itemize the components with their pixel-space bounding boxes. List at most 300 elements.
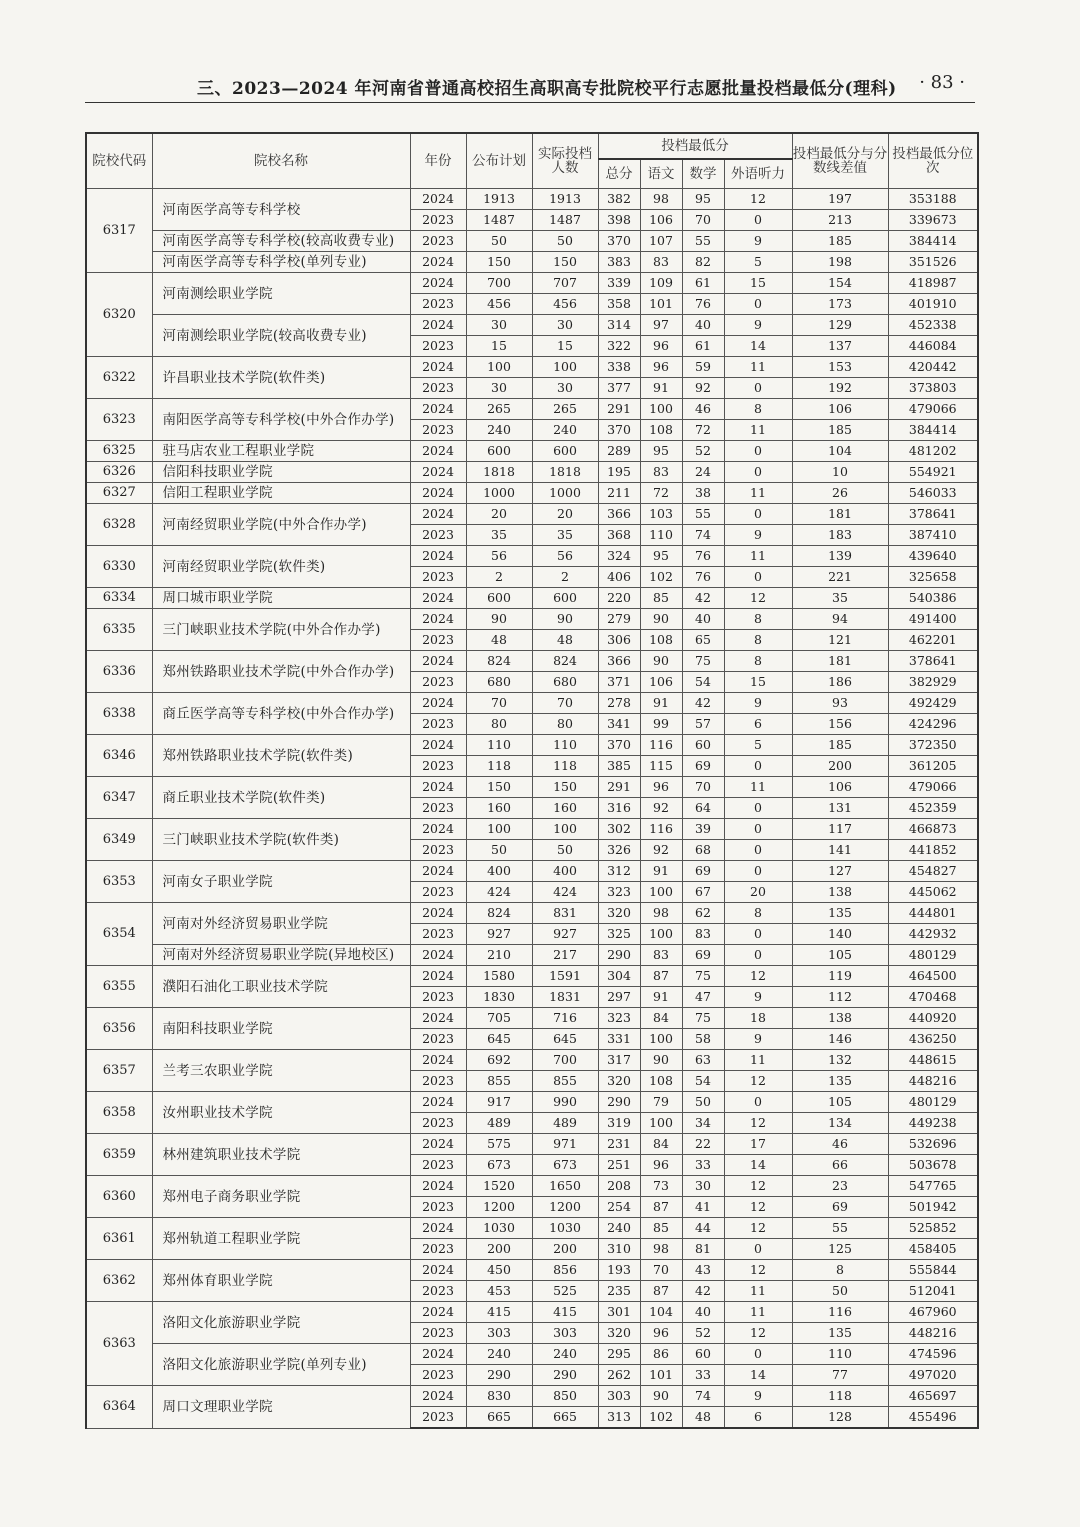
rank-cell: 449238 <box>888 1113 978 1134</box>
chinese-cell: 102 <box>640 567 682 588</box>
chinese-cell: 96 <box>640 336 682 357</box>
table-body <box>86 189 978 1429</box>
plan-cell: 456 <box>466 294 532 315</box>
math-cell: 61 <box>682 273 724 294</box>
chinese-cell: 91 <box>640 693 682 714</box>
diff-cell: 183 <box>792 525 888 546</box>
total-cell: 370 <box>598 735 640 756</box>
diff-cell: 185 <box>792 420 888 441</box>
plan-cell: 30 <box>466 315 532 336</box>
diff-cell: 106 <box>792 777 888 798</box>
chinese-cell: 87 <box>640 1281 682 1302</box>
plan-cell: 600 <box>466 588 532 609</box>
total-cell: 341 <box>598 714 640 735</box>
actual-cell: 850 <box>532 1386 598 1407</box>
chinese-cell: 100 <box>640 399 682 420</box>
table-row <box>86 189 978 210</box>
total-cell: 382 <box>598 189 640 210</box>
diff-cell: 110 <box>792 1344 888 1365</box>
table-row <box>86 819 978 840</box>
plan-cell: 15 <box>466 336 532 357</box>
math-cell: 76 <box>682 294 724 315</box>
diff-cell: 94 <box>792 609 888 630</box>
total-cell: 289 <box>598 441 640 462</box>
year-cell: 2023 <box>410 882 466 903</box>
actual-cell: 680 <box>532 672 598 693</box>
total-cell: 322 <box>598 336 640 357</box>
total-cell: 262 <box>598 1365 640 1386</box>
year-cell: 2024 <box>410 1008 466 1029</box>
plan-cell: 1487 <box>466 210 532 231</box>
foreign-listening-cell: 0 <box>724 924 792 945</box>
school-code-cell: 6355 <box>86 966 152 1008</box>
school-code-cell: 6357 <box>86 1050 152 1092</box>
math-cell: 60 <box>682 1344 724 1365</box>
actual-cell: 600 <box>532 441 598 462</box>
year-cell: 2024 <box>410 441 466 462</box>
chinese-cell: 84 <box>640 1134 682 1155</box>
foreign-listening-cell: 15 <box>724 672 792 693</box>
table-row <box>86 945 978 966</box>
rank-cell: 479066 <box>888 777 978 798</box>
school-name-cell: 河南医学高等专科学校(单列专业) <box>152 252 410 273</box>
year-cell: 2023 <box>410 798 466 819</box>
foreign-listening-cell: 9 <box>724 1386 792 1407</box>
diff-cell: 125 <box>792 1239 888 1260</box>
school-name-cell: 河南医学高等专科学校(较高收费专业) <box>152 231 410 252</box>
year-cell: 2023 <box>410 210 466 231</box>
total-cell: 385 <box>598 756 640 777</box>
plan-cell: 824 <box>466 903 532 924</box>
total-cell: 324 <box>598 546 640 567</box>
page-header <box>85 72 975 103</box>
actual-cell: 1000 <box>532 483 598 504</box>
year-cell: 2024 <box>410 1218 466 1239</box>
foreign-listening-cell: 0 <box>724 504 792 525</box>
actual-cell: 70 <box>532 693 598 714</box>
math-cell: 42 <box>682 588 724 609</box>
year-cell: 2023 <box>410 294 466 315</box>
math-cell: 40 <box>682 315 724 336</box>
diff-cell: 77 <box>792 1365 888 1386</box>
year-cell: 2023 <box>410 1365 466 1386</box>
diff-cell: 139 <box>792 546 888 567</box>
rank-cell: 452338 <box>888 315 978 336</box>
chinese-cell: 72 <box>640 483 682 504</box>
school-code-cell: 6346 <box>86 735 152 777</box>
col-header-rank: 投档最低分位次 <box>888 133 978 189</box>
math-cell: 69 <box>682 945 724 966</box>
plan-cell: 35 <box>466 525 532 546</box>
actual-cell: 265 <box>532 399 598 420</box>
chinese-cell: 97 <box>640 315 682 336</box>
foreign-listening-cell: 0 <box>724 798 792 819</box>
total-cell: 297 <box>598 987 640 1008</box>
math-cell: 69 <box>682 756 724 777</box>
col-header-year: 年份 <box>410 133 466 189</box>
rank-cell: 554921 <box>888 462 978 483</box>
year-cell: 2023 <box>410 1323 466 1344</box>
plan-cell: 600 <box>466 441 532 462</box>
actual-cell: 1831 <box>532 987 598 1008</box>
chinese-cell: 96 <box>640 1155 682 1176</box>
school-code-cell: 6338 <box>86 693 152 735</box>
total-cell: 310 <box>598 1239 640 1260</box>
math-cell: 40 <box>682 1302 724 1323</box>
foreign-listening-cell: 0 <box>724 1344 792 1365</box>
math-cell: 38 <box>682 483 724 504</box>
year-cell: 2024 <box>410 693 466 714</box>
diff-cell: 156 <box>792 714 888 735</box>
plan-cell: 100 <box>466 819 532 840</box>
chinese-cell: 91 <box>640 378 682 399</box>
year-cell: 2024 <box>410 483 466 504</box>
plan-cell: 1030 <box>466 1218 532 1239</box>
actual-cell: 700 <box>532 1050 598 1071</box>
total-cell: 302 <box>598 819 640 840</box>
plan-cell: 917 <box>466 1092 532 1113</box>
chinese-cell: 100 <box>640 882 682 903</box>
actual-cell: 856 <box>532 1260 598 1281</box>
school-name-cell: 洛阳文化旅游职业学院(单列专业) <box>152 1344 410 1386</box>
foreign-listening-cell: 12 <box>724 1197 792 1218</box>
chinese-cell: 109 <box>640 273 682 294</box>
math-cell: 75 <box>682 966 724 987</box>
diff-cell: 26 <box>792 483 888 504</box>
foreign-listening-cell: 12 <box>724 588 792 609</box>
plan-cell: 118 <box>466 756 532 777</box>
actual-cell: 2 <box>532 567 598 588</box>
plan-cell: 240 <box>466 1344 532 1365</box>
table-row <box>86 252 978 273</box>
table-row <box>86 609 978 630</box>
rank-cell: 382929 <box>888 672 978 693</box>
foreign-listening-cell: 8 <box>724 630 792 651</box>
year-cell: 2024 <box>410 966 466 987</box>
col-header-min-score: 投档最低分 <box>598 133 792 159</box>
school-code-cell: 6347 <box>86 777 152 819</box>
actual-cell: 645 <box>532 1029 598 1050</box>
math-cell: 54 <box>682 672 724 693</box>
col-header-actual: 实际投档人数 <box>532 133 598 189</box>
year-cell: 2023 <box>410 987 466 1008</box>
rank-cell: 497020 <box>888 1365 978 1386</box>
rank-cell: 424296 <box>888 714 978 735</box>
diff-cell: 46 <box>792 1134 888 1155</box>
year-cell: 2024 <box>410 504 466 525</box>
school-name-cell: 河南对外经济贸易职业学院(异地校区) <box>152 945 410 966</box>
plan-cell: 1580 <box>466 966 532 987</box>
school-name-cell: 郑州电子商务职业学院 <box>152 1176 410 1218</box>
total-cell: 383 <box>598 252 640 273</box>
page-number: · 83 · <box>919 72 965 93</box>
plan-cell: 575 <box>466 1134 532 1155</box>
school-name-cell: 濮阳石油化工职业技术学院 <box>152 966 410 1008</box>
table-row <box>86 546 978 567</box>
plan-cell: 50 <box>466 231 532 252</box>
plan-cell: 665 <box>466 1407 532 1429</box>
actual-cell: 100 <box>532 357 598 378</box>
chinese-cell: 92 <box>640 840 682 861</box>
total-cell: 314 <box>598 315 640 336</box>
math-cell: 52 <box>682 1323 724 1344</box>
chinese-cell: 101 <box>640 1365 682 1386</box>
chinese-cell: 104 <box>640 1302 682 1323</box>
diff-cell: 55 <box>792 1218 888 1239</box>
school-code-cell: 6322 <box>86 357 152 399</box>
plan-cell: 1818 <box>466 462 532 483</box>
table-row <box>86 966 978 987</box>
foreign-listening-cell: 12 <box>724 1071 792 1092</box>
math-cell: 30 <box>682 1176 724 1197</box>
chinese-cell: 96 <box>640 1323 682 1344</box>
rank-cell: 480129 <box>888 1092 978 1113</box>
chinese-cell: 85 <box>640 1218 682 1239</box>
school-code-cell: 6323 <box>86 399 152 441</box>
plan-cell: 30 <box>466 378 532 399</box>
diff-cell: 198 <box>792 252 888 273</box>
rank-cell: 512041 <box>888 1281 978 1302</box>
plan-cell: 50 <box>466 840 532 861</box>
total-cell: 398 <box>598 210 640 231</box>
rank-cell: 464500 <box>888 966 978 987</box>
plan-cell: 450 <box>466 1260 532 1281</box>
year-cell: 2024 <box>410 315 466 336</box>
actual-cell: 1818 <box>532 462 598 483</box>
actual-cell: 456 <box>532 294 598 315</box>
math-cell: 41 <box>682 1197 724 1218</box>
chinese-cell: 73 <box>640 1176 682 1197</box>
year-cell: 2023 <box>410 1029 466 1050</box>
school-code-cell: 6363 <box>86 1302 152 1386</box>
plan-cell: 1830 <box>466 987 532 1008</box>
foreign-listening-cell: 0 <box>724 294 792 315</box>
total-cell: 370 <box>598 420 640 441</box>
plan-cell: 48 <box>466 630 532 651</box>
school-code-cell: 6334 <box>86 588 152 609</box>
chinese-cell: 90 <box>640 1386 682 1407</box>
rank-cell: 491400 <box>888 609 978 630</box>
total-cell: 339 <box>598 273 640 294</box>
table-row <box>86 903 978 924</box>
diff-cell: 135 <box>792 1323 888 1344</box>
school-name-cell: 商丘医学高等专科学校(中外合作办学) <box>152 693 410 735</box>
rank-cell: 439640 <box>888 546 978 567</box>
year-cell: 2024 <box>410 861 466 882</box>
rank-cell: 440920 <box>888 1008 978 1029</box>
school-code-cell: 6325 <box>86 441 152 462</box>
math-cell: 68 <box>682 840 724 861</box>
math-cell: 82 <box>682 252 724 273</box>
total-cell: 326 <box>598 840 640 861</box>
total-cell: 208 <box>598 1176 640 1197</box>
diff-cell: 119 <box>792 966 888 987</box>
diff-cell: 8 <box>792 1260 888 1281</box>
foreign-listening-cell: 9 <box>724 987 792 1008</box>
table-row <box>86 1386 978 1407</box>
rank-cell: 442932 <box>888 924 978 945</box>
diff-cell: 131 <box>792 798 888 819</box>
col-header-total: 总分 <box>598 159 640 189</box>
total-cell: 371 <box>598 672 640 693</box>
foreign-listening-cell: 12 <box>724 1113 792 1134</box>
table-row <box>86 357 978 378</box>
actual-cell: 48 <box>532 630 598 651</box>
math-cell: 64 <box>682 798 724 819</box>
foreign-listening-cell: 0 <box>724 441 792 462</box>
school-code-cell: 6361 <box>86 1218 152 1260</box>
chinese-cell: 91 <box>640 987 682 1008</box>
foreign-listening-cell: 0 <box>724 567 792 588</box>
foreign-listening-cell: 11 <box>724 357 792 378</box>
foreign-listening-cell: 8 <box>724 651 792 672</box>
rank-cell: 444801 <box>888 903 978 924</box>
rank-cell: 480129 <box>888 945 978 966</box>
rank-cell: 387410 <box>888 525 978 546</box>
table-row <box>86 1008 978 1029</box>
diff-cell: 127 <box>792 861 888 882</box>
table-row <box>86 861 978 882</box>
foreign-listening-cell: 11 <box>724 1281 792 1302</box>
rank-cell: 378641 <box>888 651 978 672</box>
rank-cell: 462201 <box>888 630 978 651</box>
chinese-cell: 108 <box>640 420 682 441</box>
math-cell: 92 <box>682 378 724 399</box>
math-cell: 39 <box>682 819 724 840</box>
table-row <box>86 588 978 609</box>
math-cell: 46 <box>682 399 724 420</box>
chinese-cell: 115 <box>640 756 682 777</box>
table-row <box>86 1260 978 1281</box>
diff-cell: 10 <box>792 462 888 483</box>
school-name-cell: 三门峡职业技术学院(软件类) <box>152 819 410 861</box>
year-cell: 2024 <box>410 273 466 294</box>
chinese-cell: 108 <box>640 630 682 651</box>
actual-cell: 160 <box>532 798 598 819</box>
math-cell: 59 <box>682 357 724 378</box>
diff-cell: 213 <box>792 210 888 231</box>
rank-cell: 445062 <box>888 882 978 903</box>
table-row <box>86 1344 978 1365</box>
year-cell: 2023 <box>410 672 466 693</box>
plan-cell: 453 <box>466 1281 532 1302</box>
table-row <box>86 462 978 483</box>
plan-cell: 160 <box>466 798 532 819</box>
year-cell: 2023 <box>410 1197 466 1218</box>
foreign-listening-cell: 12 <box>724 189 792 210</box>
chinese-cell: 84 <box>640 1008 682 1029</box>
actual-cell: 150 <box>532 777 598 798</box>
foreign-listening-cell: 11 <box>724 1050 792 1071</box>
school-name-cell: 商丘职业技术学院(软件类) <box>152 777 410 819</box>
school-name-cell: 河南测绘职业学院 <box>152 273 410 315</box>
chinese-cell: 83 <box>640 462 682 483</box>
school-name-cell: 河南女子职业学院 <box>152 861 410 903</box>
total-cell: 211 <box>598 483 640 504</box>
chinese-cell: 85 <box>640 588 682 609</box>
total-cell: 193 <box>598 1260 640 1281</box>
foreign-listening-cell: 17 <box>724 1134 792 1155</box>
math-cell: 58 <box>682 1029 724 1050</box>
col-header-math: 数学 <box>682 159 724 189</box>
chinese-cell: 106 <box>640 672 682 693</box>
plan-cell: 150 <box>466 777 532 798</box>
chinese-cell: 86 <box>640 1344 682 1365</box>
plan-cell: 100 <box>466 357 532 378</box>
school-name-cell: 南阳医学高等专科学校(中外合作办学) <box>152 399 410 441</box>
diff-cell: 128 <box>792 1407 888 1429</box>
school-code-cell: 6354 <box>86 903 152 966</box>
year-cell: 2023 <box>410 1155 466 1176</box>
diff-cell: 104 <box>792 441 888 462</box>
header-row-1 <box>86 133 978 159</box>
chinese-cell: 99 <box>640 714 682 735</box>
plan-cell: 824 <box>466 651 532 672</box>
year-cell: 2024 <box>410 399 466 420</box>
table-row <box>86 1134 978 1155</box>
chinese-cell: 96 <box>640 777 682 798</box>
rank-cell: 441852 <box>888 840 978 861</box>
actual-cell: 489 <box>532 1113 598 1134</box>
chinese-cell: 116 <box>640 819 682 840</box>
year-cell: 2024 <box>410 1176 466 1197</box>
foreign-listening-cell: 9 <box>724 315 792 336</box>
diff-cell: 106 <box>792 399 888 420</box>
rank-cell: 467960 <box>888 1302 978 1323</box>
year-cell: 2023 <box>410 630 466 651</box>
plan-cell: 424 <box>466 882 532 903</box>
rank-cell: 454827 <box>888 861 978 882</box>
school-code-cell: 6327 <box>86 483 152 504</box>
plan-cell: 927 <box>466 924 532 945</box>
math-cell: 81 <box>682 1239 724 1260</box>
diff-cell: 112 <box>792 987 888 1008</box>
rank-cell: 455496 <box>888 1407 978 1429</box>
year-cell: 2024 <box>410 945 466 966</box>
rank-cell: 418987 <box>888 273 978 294</box>
plan-cell: 200 <box>466 1239 532 1260</box>
foreign-listening-cell: 9 <box>724 525 792 546</box>
math-cell: 70 <box>682 210 724 231</box>
table-row <box>86 399 978 420</box>
diff-cell: 93 <box>792 693 888 714</box>
school-code-cell: 6330 <box>86 546 152 588</box>
diff-cell: 185 <box>792 735 888 756</box>
year-cell: 2024 <box>410 189 466 210</box>
year-cell: 2024 <box>410 1092 466 1113</box>
math-cell: 34 <box>682 1113 724 1134</box>
school-code-cell: 6364 <box>86 1386 152 1429</box>
diff-cell: 153 <box>792 357 888 378</box>
total-cell: 304 <box>598 966 640 987</box>
rank-cell: 503678 <box>888 1155 978 1176</box>
actual-cell: 824 <box>532 651 598 672</box>
year-cell: 2024 <box>410 1302 466 1323</box>
math-cell: 33 <box>682 1155 724 1176</box>
plan-cell: 700 <box>466 273 532 294</box>
foreign-listening-cell: 11 <box>724 1302 792 1323</box>
math-cell: 76 <box>682 567 724 588</box>
col-header-name: 院校名称 <box>152 133 410 189</box>
total-cell: 406 <box>598 567 640 588</box>
rank-cell: 540386 <box>888 588 978 609</box>
plan-cell: 80 <box>466 714 532 735</box>
math-cell: 62 <box>682 903 724 924</box>
diff-cell: 118 <box>792 1386 888 1407</box>
year-cell: 2023 <box>410 840 466 861</box>
plan-cell: 20 <box>466 504 532 525</box>
col-header-diff: 投档最低分与分数线差值 <box>792 133 888 189</box>
